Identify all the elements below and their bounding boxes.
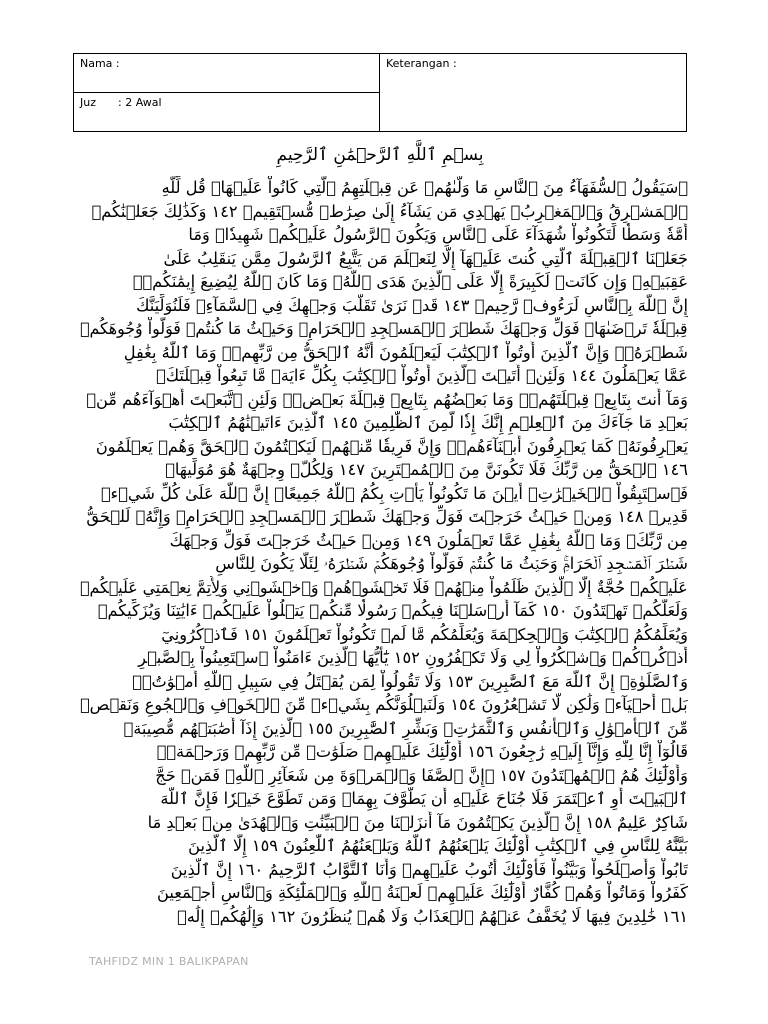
- verse-line: بَيَّنَّٰهُ لِلنَّاسِ فِي ٱلۡكِتَٰبِ أُوْلَٰٓئِكَ يَلۡعَنُهُمُ ٱللَّهُ وَيَلۡعَنُهُمُ ٱللَّٰعِنُونَ ١٥٩ إِلَّا ٱلَّذِينَ: [188, 836, 688, 855]
- verse-line: بَلۡ أَحۡيَآءٞ وَلَٰكِن لَّا تَشۡعُرُونَ ١٥٤ وَلَنَبۡلُوَنَّكُم بِشَيۡءٖ مِّنَ ٱلۡخَوۡفِ وَٱلۡجُوعِ وَنَقۡصٖ: [80, 695, 688, 714]
- verse-line: قَالُوٓاْ إِنَّا لِلَّهِ وَإِنَّآ إِلَيۡهِ رَٰجِعُونَ ١٥٦ أُوْلَٰٓئِكَ عَلَيۡهِمۡ صَلَوَٰتٞ مِّن رَّبِّهِمۡ وَرَحۡمَةٞۖ: [156, 742, 688, 761]
- verse-line: أُمَّةٗ وَسَطٗا لِّتَكُونُواْ شُهَدَآءَ عَلَى ٱلنَّاسِ وَيَكُونَ ٱلرَّسُولُ عَلَيۡكُمۡ شَهِيدٗاۗ وَمَا: [188, 225, 688, 244]
- verse-line: وَلَعَلَّكُمۡ تَهۡتَدُونَ ١٥٠ كَمَآ أَرۡسَلۡنَا فِيكُمۡ رَسُولٗا مِّنكُمۡ يَتۡلُواْ عَلَيۡكُمۡ ءَايَٰتِنَا وَيُزَكِّيكُمۡ: [97, 601, 688, 620]
- nama-cell: [74, 54, 380, 93]
- verse-line: مِّنَ ٱلۡأَمۡوَٰلِ وَٱلۡأَنفُسِ وَٱلثَّمَرَٰتِۗ وَبَشِّرِ ٱلصَّٰبِرِينَ ١٥٥ ٱلَّذِينَ إِذَآ أَصَٰبَتۡهُم مُّصِيبَةٞ: [123, 718, 688, 738]
- keterangan-label: Keterangan :: [386, 57, 457, 70]
- keterangan-cell: [380, 54, 687, 132]
- verse-line: جَعَلۡنَا ٱلۡقِبۡلَةَ ٱلَّتِي كُنتَ عَلَيۡهَآ إِلَّا لِنَعۡلَمَ مَن يَتَّبِعُ ٱلرَّسُولَ مِمَّن يَنقَلِبُ عَلَىٰ: [163, 248, 688, 268]
- surah-text-body: [80, 176, 688, 928]
- nama-label: Nama :: [80, 57, 120, 70]
- verse-line: مِن رَّبِّكَۗ وَمَا ٱللَّهُ بِغَٰفِلٍ عَمَّا تَعۡمَلُونَ ١٤٩ وَمِنۡ حَيۡثُ خَرَجۡتَ فَوَلِّ وَجۡهَكَ: [169, 530, 688, 550]
- juz-label: Juz: [80, 96, 96, 109]
- verse-line: أَذۡكُرۡكُمۡ وَٱشۡكُرُواْ لِي وَلَا تَكۡفُرُونِ ١٥٢ يَٰٓأَيُّهَا ٱلَّذِينَ ءَامَنُواْ ٱسۡتَعِينُواْ بِٱلصَّبۡرِ: [138, 648, 688, 667]
- verse-line: كَفَرُواْ وَمَاتُواْ وَهُمۡ كُفَّارٌ أُوْلَٰٓئِكَ عَلَيۡهِمۡ لَعۡنَةُ ٱللَّهِ وَٱلۡمَلَٰٓئِكَةِ وَٱلنَّاسِ أَجۡمَعِينَ: [157, 883, 688, 902]
- verse-line: تَابُواْ وَأَصۡلَحُواْ وَبَيَّنُواْ فَأُوْلَٰٓئِكَ أَتُوبُ عَلَيۡهِمۡ وَأَنَا ٱلتَّوَّابُ ٱلرَّحِيمُ ١٦٠ إِنَّ ٱلَّذِينَ: [170, 859, 688, 879]
- verse-line: ٱلۡبَيۡتَ أَوِ ٱعۡتَمَرَ فَلَا جُنَاحَ عَلَيۡهِ أَن يَطَّوَّفَ بِهِمَاۚ وَمَن تَطَوَّعَ خَيۡرٗا فَإِنَّ ٱللَّهَ: [160, 789, 688, 808]
- footer-school-name: TAHFIDZ MIN 1 BALIKPAPAN: [89, 955, 249, 968]
- verse-line: شَطۡرَهُۥۗ وَإِنَّ ٱلَّذِينَ أُوتُواْ ٱلۡكِتَٰبَ لَيَعۡلَمُونَ أَنَّهُ ٱلۡحَقُّ مِن رَّبِّهِمۡۗ وَمَا ٱللَّهُ بِغَٰفِلٍ: [123, 342, 688, 362]
- verse-line: إِنَّ ٱللَّهَ بِٱلنَّاسِ لَرَءُوفٞ رَّحِيمٞ ١٤٣ قَدۡ نَرَىٰ تَقَلُّبَ وَجۡهِكَ فِي ٱلسَّمَآءِۖ فَلَنُوَلِّيَنَّكَ: [136, 295, 688, 315]
- verse-line: شَطۡرَ ٱلۡمَسۡجِدِ ٱلۡحَرَامِۚ وَحَيۡثُ مَا كُنتُمۡ فَوَلُّواْ وُجُوهَكُمۡ شَطۡرَهُۥ لِئَلَّا يَكُونَ لِلنَّاسِ: [215, 554, 688, 573]
- juz-value: : 2 Awal: [118, 96, 162, 109]
- verse-line: عَمَّا يَعۡمَلُونَ ١٤٤ وَلَئِنۡ أَتَيۡتَ ٱلَّذِينَ أُوتُواْ ٱلۡكِتَٰبَ بِكُلِّ ءَايَةٖ مَّا تَبِعُواْ قِبۡلَتَكَۚ: [155, 366, 688, 385]
- verse-line: وَيُعَلِّمُكُمُ ٱلۡكِتَٰبَ وَٱلۡحِكۡمَةَ وَيُعَلِّمُكُم مَّا لَمۡ تَكُونُواْ تَعۡلَمُونَ ١٥١ فَٱذۡكُرُونِيٓ: [161, 624, 688, 644]
- verse-line: وَمَآ أَنتَ بِتَابِعٖ قِبۡلَتَهُمۡۚ وَمَا بَعۡضُهُم بِتَابِعٖ قِبۡلَةَ بَعۡضٖۚ وَلَئِنِ ٱتَّبَعۡتَ أَهۡوَآءَهُم مِّنۢ: [86, 389, 688, 409]
- verse-line: قِبۡلَةٗ تَرۡضَىٰهَاۚ فَوَلِّ وَجۡهَكَ شَطۡرَ ٱلۡمَسۡجِدِ ٱلۡحَرَامِۚ وَحَيۡثُ مَا كُنتُمۡ فَوَلُّواْ وُجُوهَكُمۡ: [80, 319, 688, 338]
- verse-line: وَٱلصَّلَوٰةِۚ إِنَّ ٱللَّهَ مَعَ ٱلصَّٰبِرِينَ ١٥٣ وَلَا تَقُولُواْ لِمَن يُقۡتَلُ فِي سَبِيلِ ٱللَّهِ أَمۡوَٰتُۢۚ: [132, 671, 688, 691]
- verse-line: ۞سَيَقُولُ ٱلسُّفَهَآءُ مِنَ ٱلنَّاسِ مَا وَلَّىٰهُمۡ عَن قِبۡلَتِهِمُ ٱلَّتِي كَانُواْ عَلَيۡهَاۚ قُل لِّلَّهِ: [161, 178, 688, 197]
- header-table: [73, 53, 687, 132]
- verse-line: ٱلۡمَشۡرِقُ وَٱلۡمَغۡرِبُۚ يَهۡدِي مَن يَشَآءُ إِلَىٰ صِرَٰطٖ مُّسۡتَقِيمٖ ١٤٢ وَكَذَٰلِكَ جَعَلۡنَٰكُمۡ: [91, 201, 688, 221]
- verse-line: بَعۡدِ مَا جَآءَكَ مِنَ ٱلۡعِلۡمِ إِنَّكَ إِذٗا لَّمِنَ ٱلظَّٰلِمِينَ ١٤٥ ٱلَّذِينَ ءَاتَيۡنَٰهُمُ ٱلۡكِتَٰبَ: [168, 413, 688, 432]
- verse-line: قَدِيرٞ ١٤٨ وَمِنۡ حَيۡثُ خَرَجۡتَ فَوَلِّ وَجۡهَكَ شَطۡرَ ٱلۡمَسۡجِدِ ٱلۡحَرَامِۖ وَإِنَّهُۥ لَلۡحَقُّ: [86, 507, 688, 526]
- verse-line: عَلَيۡكُمۡ حُجَّةٌ إِلَّا ٱلَّذِينَ ظَلَمُواْ مِنۡهُمۡ فَلَا تَخۡشَوۡهُمۡ وَٱخۡشَوۡنِي وَلِأُتِمَّ نِعۡمَتِي عَلَيۡكُمۡ: [80, 577, 688, 597]
- verse-line: ١٤٦ ٱلۡحَقُّ مِن رَّبِّكَ فَلَا تَكُونَنَّ مِنَ ٱلۡمُمۡتَرِينَ ١٤٧ وَلِكُلّٖ وِجۡهَةٌ هُوَ مُوَلِّيهَاۖ: [165, 460, 688, 479]
- verse-line: يَعۡرِفُونَهُۥ كَمَا يَعۡرِفُونَ أَبۡنَآءَهُمۡۖ وَإِنَّ فَرِيقٗا مِّنۡهُمۡ لَيَكۡتُمُونَ ٱلۡحَقَّ وَهُمۡ يَعۡلَمُونَ: [95, 436, 688, 456]
- verse-line: شَاكِرٌ عَلِيمٌ ١٥٨ إِنَّ ٱلَّذِينَ يَكۡتُمُونَ مَآ أَنزَلۡنَا مِنَ ٱلۡبَيِّنَٰتِ وَٱلۡهُدَىٰ مِنۢ بَعۡدِ مَا: [147, 812, 688, 832]
- verse-line: ١٦١ خَٰلِدِينَ فِيهَا لَا يُخَفَّفُ عَنۡهُمُ ٱلۡعَذَابُ وَلَا هُمۡ يُنظَرُونَ ١٦٢ وَإِلَٰهُكُمۡ إِلَٰهٞ: [176, 906, 688, 926]
- juz-cell: [74, 93, 380, 132]
- verse-line: فَٱسۡتَبِقُواْ ٱلۡخَيۡرَٰتِۚ أَيۡنَ مَا تَكُونُواْ يَأۡتِ بِكُمُ ٱللَّهُ جَمِيعًاۚ إِنَّ ٱللَّهَ عَلَىٰ كُلِّ شَيۡءٖ: [100, 483, 688, 503]
- verse-line: عَقِبَيۡهِۚ وَإِن كَانَتۡ لَكَبِيرَةً إِلَّا عَلَى ٱلَّذِينَ هَدَى ٱللَّهُۗ وَمَا كَانَ ٱللَّهُ لِيُضِيعَ إِيمَٰنَكُمۡۚ: [132, 272, 688, 291]
- basmala: بِسۡمِ ٱللَّهِ ٱلرَّحۡمَٰنِ ٱلرَّحِيمِ: [276, 145, 484, 165]
- verse-line: وَأُوْلَٰٓئِكَ هُمُ ٱلۡمُهۡتَدُونَ ١٥٧ ۞إِنَّ ٱلصَّفَا وَٱلۡمَرۡوَةَ مِن شَعَآئِرِ ٱللَّهِۖ فَمَنۡ حَجَّ: [155, 765, 688, 785]
